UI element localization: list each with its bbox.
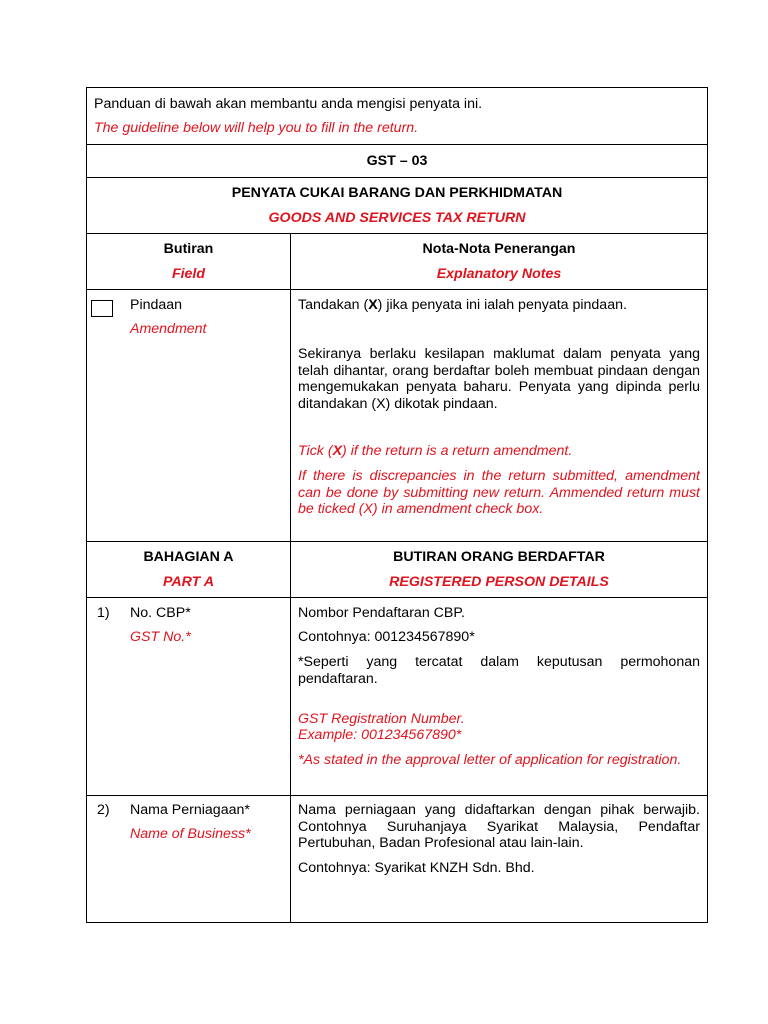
- item-2-label-ms: Nama Perniagaan*: [130, 802, 250, 818]
- amendment-note-tick-en-x: X: [332, 443, 343, 459]
- item-2-field-cell: [87, 796, 291, 922]
- intro-text-ms: Panduan di bawah akan membantu anda mengisi penyata ini.: [94, 96, 483, 112]
- item-1-note-en-2: Example: 001234567890*: [298, 727, 462, 743]
- amendment-note-detail-ms: Sekiranya berlaku kesilapan maklumat dalam penyata yang telah dihantar, orang berdaftar boleh membuat pindaan dengan mengemukakan penyata baharu. Penyata yang dipinda perlu ditandakan (X) dikotak pindaan.: [298, 346, 700, 412]
- item-2-note-ms-1: Nama perniagaan yang didaftarkan dengan pihak berwajib. Contohnya Suruhanjaya Syarikat Malaysia, Pendaftar Pertubuhan, Badan Profesional atau lain-lain.: [298, 802, 700, 851]
- amendment-label-en: Amendment: [130, 321, 207, 337]
- amendment-row: [87, 290, 707, 542]
- item-1-note-ms-2: Contohnya: 001234567890*: [298, 629, 475, 645]
- amendment-note-tick-ms-pre: Tandakan (: [298, 297, 369, 313]
- item-2-note-ms-2: Contohnya: Syarikat KNZH Sdn. Bhd.: [298, 860, 535, 876]
- part-a-label-en: PART A: [163, 574, 214, 590]
- amendment-note-tick-ms-post: ) jika penyata ini ialah penyata pindaan.: [377, 297, 627, 313]
- notes-header-en: Explanatory Notes: [436, 266, 562, 282]
- amendment-note-detail-en: If there is discrepancies in the return submitted, amendment can be done by submitting new return. Ammended return must be ticked (X) in amendment check box.: [298, 468, 700, 517]
- item-1-notes-cell: [291, 598, 707, 795]
- part-a-header-row: [87, 542, 707, 598]
- item-1-number: 1): [97, 605, 110, 621]
- amendment-note-tick-en: [298, 443, 572, 460]
- field-header-cell: [87, 234, 291, 289]
- amendment-notes-cell: [291, 290, 707, 541]
- form-code: GST – 03: [366, 153, 428, 169]
- item-1-field-cell: [87, 598, 291, 795]
- item-1-note-ms-3: *Seperti yang tercatat dalam keputusan permohonan pendaftaran.: [298, 654, 700, 687]
- amendment-note-tick-en-pre: Tick (: [298, 443, 333, 459]
- part-a-label-ms: BAHAGIAN A: [143, 549, 234, 565]
- column-header-row: [87, 234, 707, 290]
- item-1-note-en-1: GST Registration Number.: [298, 711, 465, 727]
- amendment-note-tick-ms: [298, 297, 627, 314]
- intro-row: [87, 88, 707, 145]
- item-gst-number-row: [87, 598, 707, 796]
- part-a-title-en: REGISTERED PERSON DETAILS: [389, 574, 609, 590]
- notes-header-cell: [291, 234, 707, 289]
- item-1-label-ms: No. CBP*: [130, 605, 191, 621]
- amendment-note-tick-en-post: ) if the return is a return amendment.: [342, 443, 573, 459]
- form-title-row: [87, 178, 707, 234]
- notes-header-ms: Nota-Nota Penerangan: [422, 241, 576, 257]
- amendment-note-tick-ms-x: X: [368, 297, 378, 313]
- amendment-label-ms: Pindaan: [130, 297, 183, 313]
- part-a-label-cell: [87, 542, 291, 597]
- item-1-label-en: GST No.*: [130, 629, 191, 645]
- form-code-row: [87, 145, 707, 178]
- form-title-ms: PENYATA CUKAI BARANG DAN PERKHIDMATAN: [231, 185, 563, 201]
- item-2-number: 2): [97, 802, 110, 818]
- item-1-note-ms-1: Nombor Pendaftaran CBP.: [298, 605, 465, 621]
- amendment-field-cell: [87, 290, 291, 541]
- item-1-note-en-3: *As stated in the approval letter of application for registration.: [298, 752, 682, 768]
- form-title-en: GOODS AND SERVICES TAX RETURN: [268, 210, 526, 226]
- intro-text-en: The guideline below will help you to fill in the return.: [94, 120, 419, 136]
- item-2-label-en: Name of Business*: [130, 826, 251, 842]
- field-header-en: Field: [171, 266, 206, 282]
- item-business-name-row: [87, 796, 707, 922]
- amendment-checkbox[interactable]: [91, 300, 113, 317]
- part-a-title-cell: [291, 542, 707, 597]
- gst-return-guide-table: [86, 87, 708, 923]
- field-header-ms: Butiran: [163, 241, 214, 257]
- item-2-notes-cell: [291, 796, 707, 922]
- part-a-title-ms: BUTIRAN ORANG BERDAFTAR: [393, 549, 605, 565]
